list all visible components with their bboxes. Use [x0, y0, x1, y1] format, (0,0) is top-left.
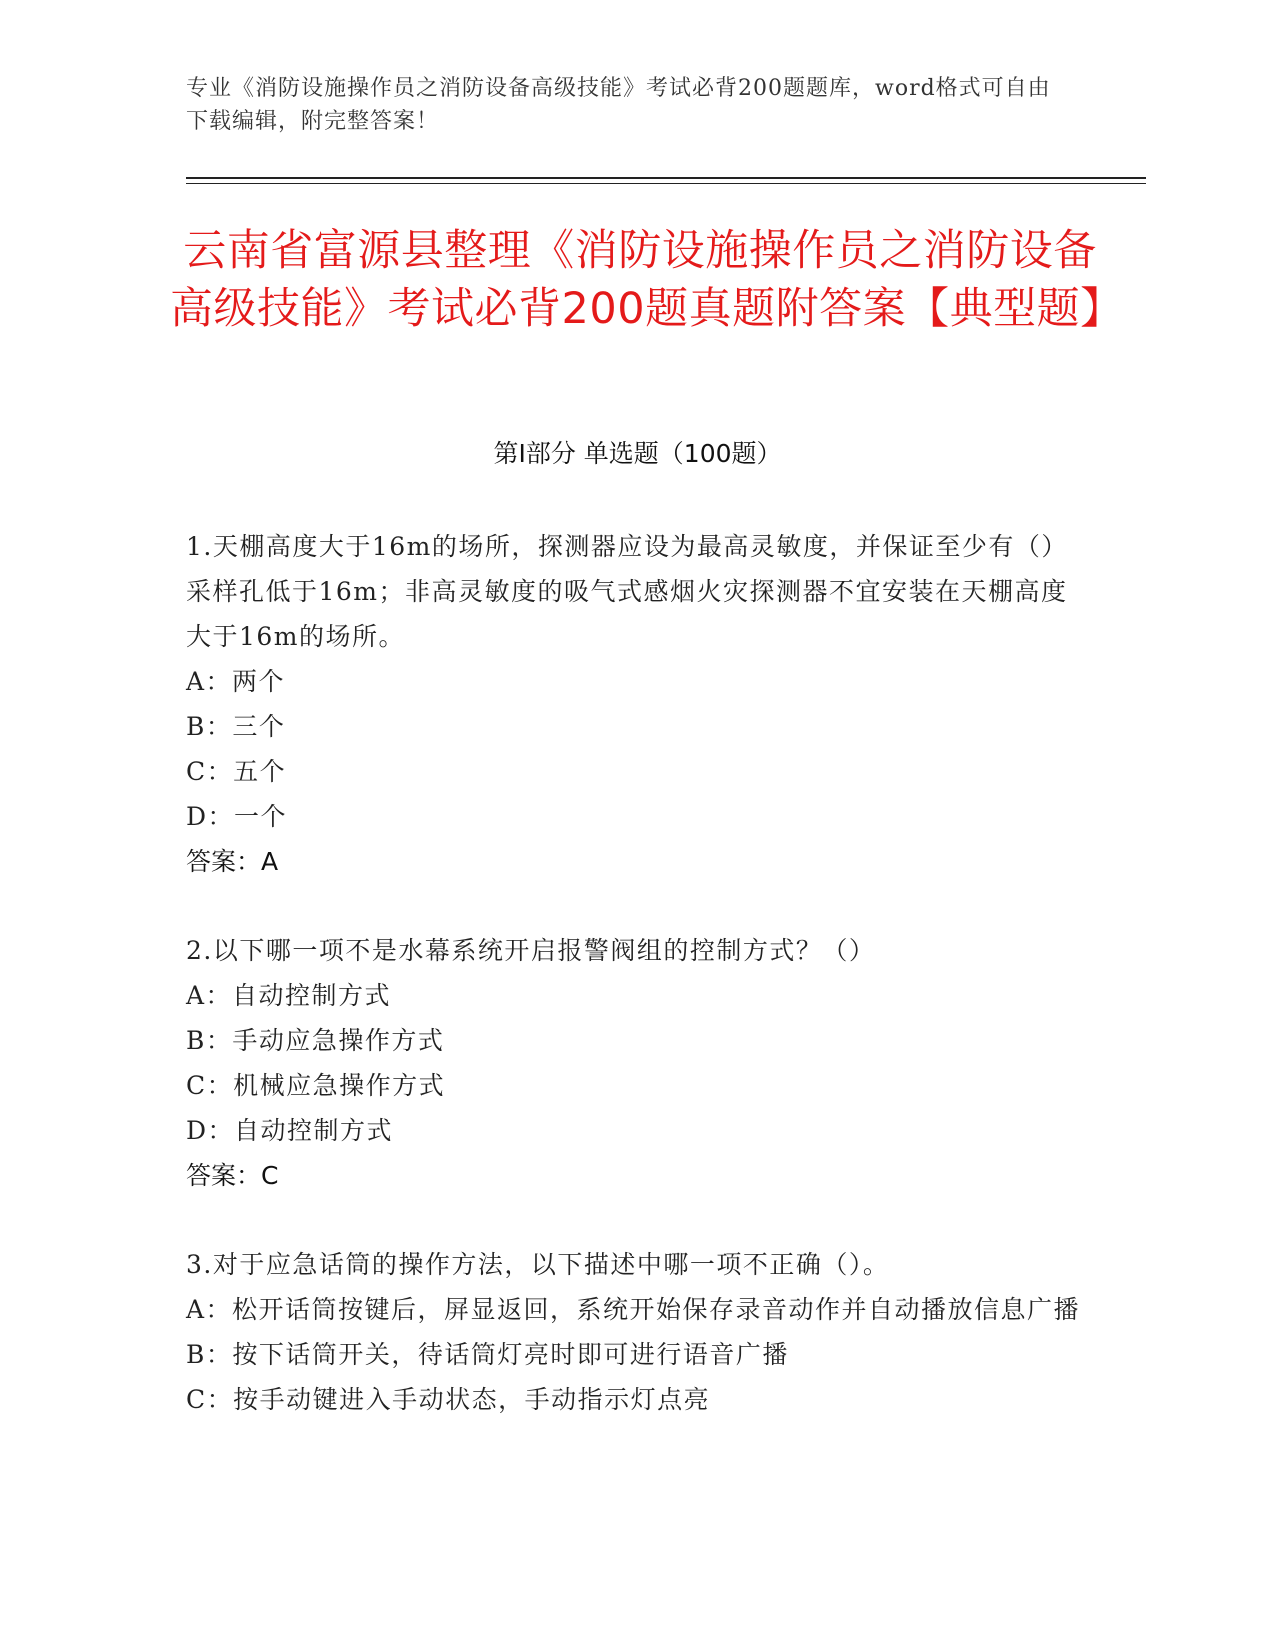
header-note: 专业《消防设施操作员之消防设备高级技能》考试必背200题题库，word格式可自由下载编辑，附完整答案！ [186, 76, 1051, 134]
option-c: C：五个 [186, 757, 287, 786]
header-divider-thick [186, 177, 1146, 179]
option-b: B：三个 [186, 712, 286, 741]
option-a: A：自动控制方式 [186, 981, 392, 1010]
question-stem: 1.天棚高度大于16m的场所，探测器应设为最高灵敏度，并保证至少有（）采样孔低于16m；非高灵敏度的吸气式感烟火灾探测器不宜安装在天棚高度大于16m的场所。 [186, 532, 1068, 651]
question-1 [186, 524, 1081, 884]
option-b: B：按下话筒开关，待话筒灯亮时即可进行语音广播 [186, 1340, 789, 1369]
option-d: D：自动控制方式 [186, 1116, 394, 1145]
question-stem: 2.以下哪一项不是水幕系统开启报警阀组的控制方式？（） [186, 936, 876, 965]
option-a: A：松开话筒按键后，屏显返回，系统开始保存录音动作并自动播放信息广播 [186, 1295, 1081, 1324]
question-list [186, 524, 1081, 1466]
answer: 答案：C [186, 1161, 279, 1190]
option-c: C：按手动键进入手动状态，手动指示灯点亮 [186, 1385, 711, 1414]
question-stem: 3.对于应急话筒的操作方法，以下描述中哪一项不正确（）。 [186, 1250, 890, 1279]
option-a: A：两个 [186, 667, 286, 696]
section-title: 第Ⅰ部分 单选题（100题） [493, 439, 782, 468]
document-title: 云南省富源县整理《消防设施操作员之消防设备高级技能》考试必背200题真题附答案【典型题】 [170, 226, 1124, 334]
option-c: C：机械应急操作方式 [186, 1071, 446, 1100]
option-b: B：手动应急操作方式 [186, 1026, 445, 1055]
question-3 [186, 1242, 1081, 1422]
header-divider-thin [186, 183, 1146, 184]
question-2 [186, 928, 1081, 1198]
answer: 答案：A [186, 847, 279, 876]
option-d: D：一个 [186, 802, 288, 831]
